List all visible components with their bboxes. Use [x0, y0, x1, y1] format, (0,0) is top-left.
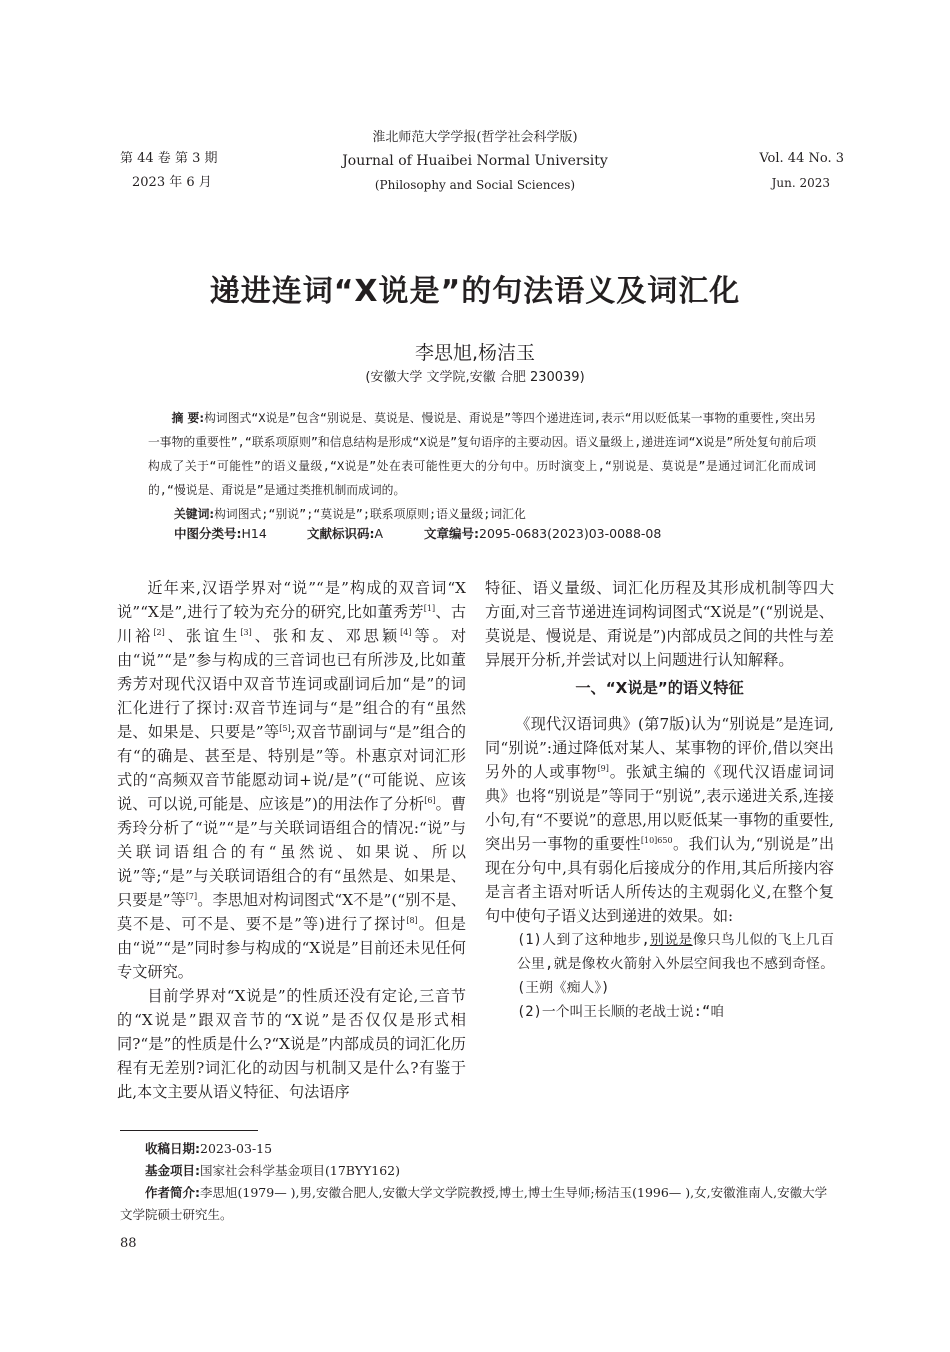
bio-text: 李思旭(1979— ),男,安徽合肥人,安徽大学文学院教授,博士,博士生导师;杨洁玉(1996— ),女,安徽淮南人,安徽大学文学院硕士研究生。 [120, 1185, 828, 1222]
volume-cn: 第 44 卷 第 3 期 [120, 151, 218, 166]
ref-7: [7] [185, 891, 198, 901]
bio-label: 作者简介: [145, 1185, 200, 1200]
ref-3: [3] [240, 627, 252, 637]
section-heading-1: 一、“X说是”的语义特征 [575, 679, 744, 697]
authors: 李思旭,杨洁玉 [414, 342, 536, 364]
paragraph-1: 近年来,汉语学界对“说”“是”构成的双音词“X说”“X是”,进行了较为充分的研究,比如董秀芳[1]、古川裕[2]、张谊生[3]、张和友、邓思颖[4]等。对由“说”“是”参与构成的三音词也已有所涉及,比如董秀芳对现代汉语中双音节连词或副词后加“是”的词汇化进行了探讨:双音节连词与“是”组合的有“虽然是、如果是、只要是”等[5];双音节副词与“是”组合的有“的确是、甚至是、特别是”等。朴惠京对词汇形式的“高频双音节能愿动词+说/是”(“可能说、应该说、可以说,可能是、应该是”)的用法作了分析[6]。曹秀玲分析了“说”“是”与关联词语组合的情况:“说”与关联词语组合的有“虽然说、如果说、所以说”等;“是”与关联词语组合的有“虽然是、如果是、只要是”等[7]。李思旭对构词图式“X不是”(“别不是、莫不是、可不是、要不是”等)进行了探讨[8]。但是由“说”“是”同时参与构成的“X说是”目前还未见任何专文研究。 [117, 579, 467, 981]
date-cn: 2023 年 6 月 [132, 175, 212, 190]
example-1-emphasis: 别说是 [649, 932, 693, 948]
doc-code-label: 文献标识码: [307, 526, 375, 541]
classification-row [174, 524, 267, 542]
article-number-row [424, 524, 661, 542]
doc-code: A [374, 526, 384, 541]
paragraph-4: 《现代汉语词典》(第7版)认为“别说是”是连词,同“别说”:通过降低对某人、某事物的评价,借以突出另外的人或事物[9]。张斌主编的《现代汉语虚词词典》也将“别说是”等同于“别说”,表示递进关系,连接小句,有“不要说”的意思,用以贬低某一事物的重要性,突出另一事物的重要性$^{[10]650}$。我们认为,“别说是”出现在分句中,具有弱化后接成分的作用,其后所接内容是言者主语对听话人所传达的主观弱化义,在整个复句中使句子语义达到递进的效果。如: [485, 715, 835, 925]
fund-text: 国家社会科学基金项目(17BYY162) [200, 1163, 400, 1178]
keywords: 构词图式;“别说”;“莫说是”;联系项原则;语义量级;词汇化 [214, 507, 526, 521]
footnote-fund [120, 1160, 830, 1182]
abstract-label: 摘 要: [171, 411, 205, 425]
article-number: 2095-0683(2023)03-0088-08 [479, 526, 662, 541]
ref-4: [4] [400, 627, 412, 637]
left-column [117, 576, 466, 1104]
page-number: 88 [120, 1236, 137, 1251]
doc-code-row [307, 524, 383, 542]
volume-en: Vol. 44 No. 3 [759, 151, 844, 166]
article-title: 递进连词“X说是”的句法语义及词汇化 [209, 274, 741, 309]
journal-title-cn: 淮北师范大学学报(哲学社会科学版) [372, 130, 578, 145]
abstract-text: 构词图式“X说是”包含“别说是、莫说是、慢说是、甭说是”等四个递进连词,表示“用以贬低某一事物的重要性,突出另一事物的重要性”,“联系项原则”和信息结构是形成“X说是”复句语序的主要动因。语义量级上,递进连词“X说是”所处复句前后项构成了关于“可能性”的语义量级,“X说是”处在表可能性更大的分句中。历时演变上,“别说是、莫说是”是通过词汇化而成词的,“慢说是、甭说是”是通过类推机制而成词的。 [148, 411, 817, 497]
ref-6: [6] [424, 795, 436, 805]
clc-number: H14 [241, 526, 267, 541]
paragraph-2: 目前学界对“X说是”的性质还没有定论,三音节的“X说是”跟双音节的“X说”是否仅仅是形式相同?“是”的性质是什么?“X说是”内部成员的词汇化历程有无差别?词汇化的动因与机制又是什么?有鉴于此,本文主要从语义特征、句法语序 [117, 987, 466, 1101]
footnote-bio [120, 1182, 830, 1226]
journal-subtitle-en: (Philosophy and Social Sciences) [374, 178, 576, 192]
article-number-label: 文章编号: [424, 526, 479, 541]
keywords-label: 关键词: [174, 507, 215, 521]
ref-9: [9] [597, 763, 609, 773]
received-label: 收稿日期: [145, 1141, 200, 1156]
date-en: Jun. 2023 [771, 176, 830, 190]
journal-title-en: Journal of Huaibei Normal University [342, 153, 608, 169]
ref-2: [2] [153, 627, 165, 637]
ref-10: [10]650 [640, 835, 673, 845]
clc-label: 中图分类号: [174, 526, 242, 541]
example-1: (1)人到了这种地步,别说是像只鸟儿似的飞上几百公里,就是像枚火箭射入外层空间我也不感到奇怪。(王朔《痴人》) [517, 932, 835, 996]
right-column [485, 576, 834, 1024]
received-date: 2023-03-15 [200, 1141, 273, 1156]
ref-5: [5] [279, 723, 291, 733]
fund-label: 基金项目: [145, 1163, 200, 1178]
abstract [148, 406, 816, 526]
ref-8: [8] [406, 915, 418, 925]
example-2: (2)一个叫王长顺的老战士说:“咱 [517, 1004, 725, 1020]
ref-1: [1] [423, 603, 436, 613]
affiliation: (安徽大学 文学院,安徽 合肥 230039) [365, 370, 585, 385]
footnote-rule [120, 1130, 258, 1131]
paragraph-3: 特征、语义量级、词汇化历程及其形成机制等四大方面,对三音节递进连词构词图式“X说是”(“别说是、莫说是、慢说是、甭说是”)内部成员之间的共性与差异展开分析,并尝试对以上问题进行认知解释。 [485, 579, 834, 669]
footnote-received [120, 1138, 830, 1160]
